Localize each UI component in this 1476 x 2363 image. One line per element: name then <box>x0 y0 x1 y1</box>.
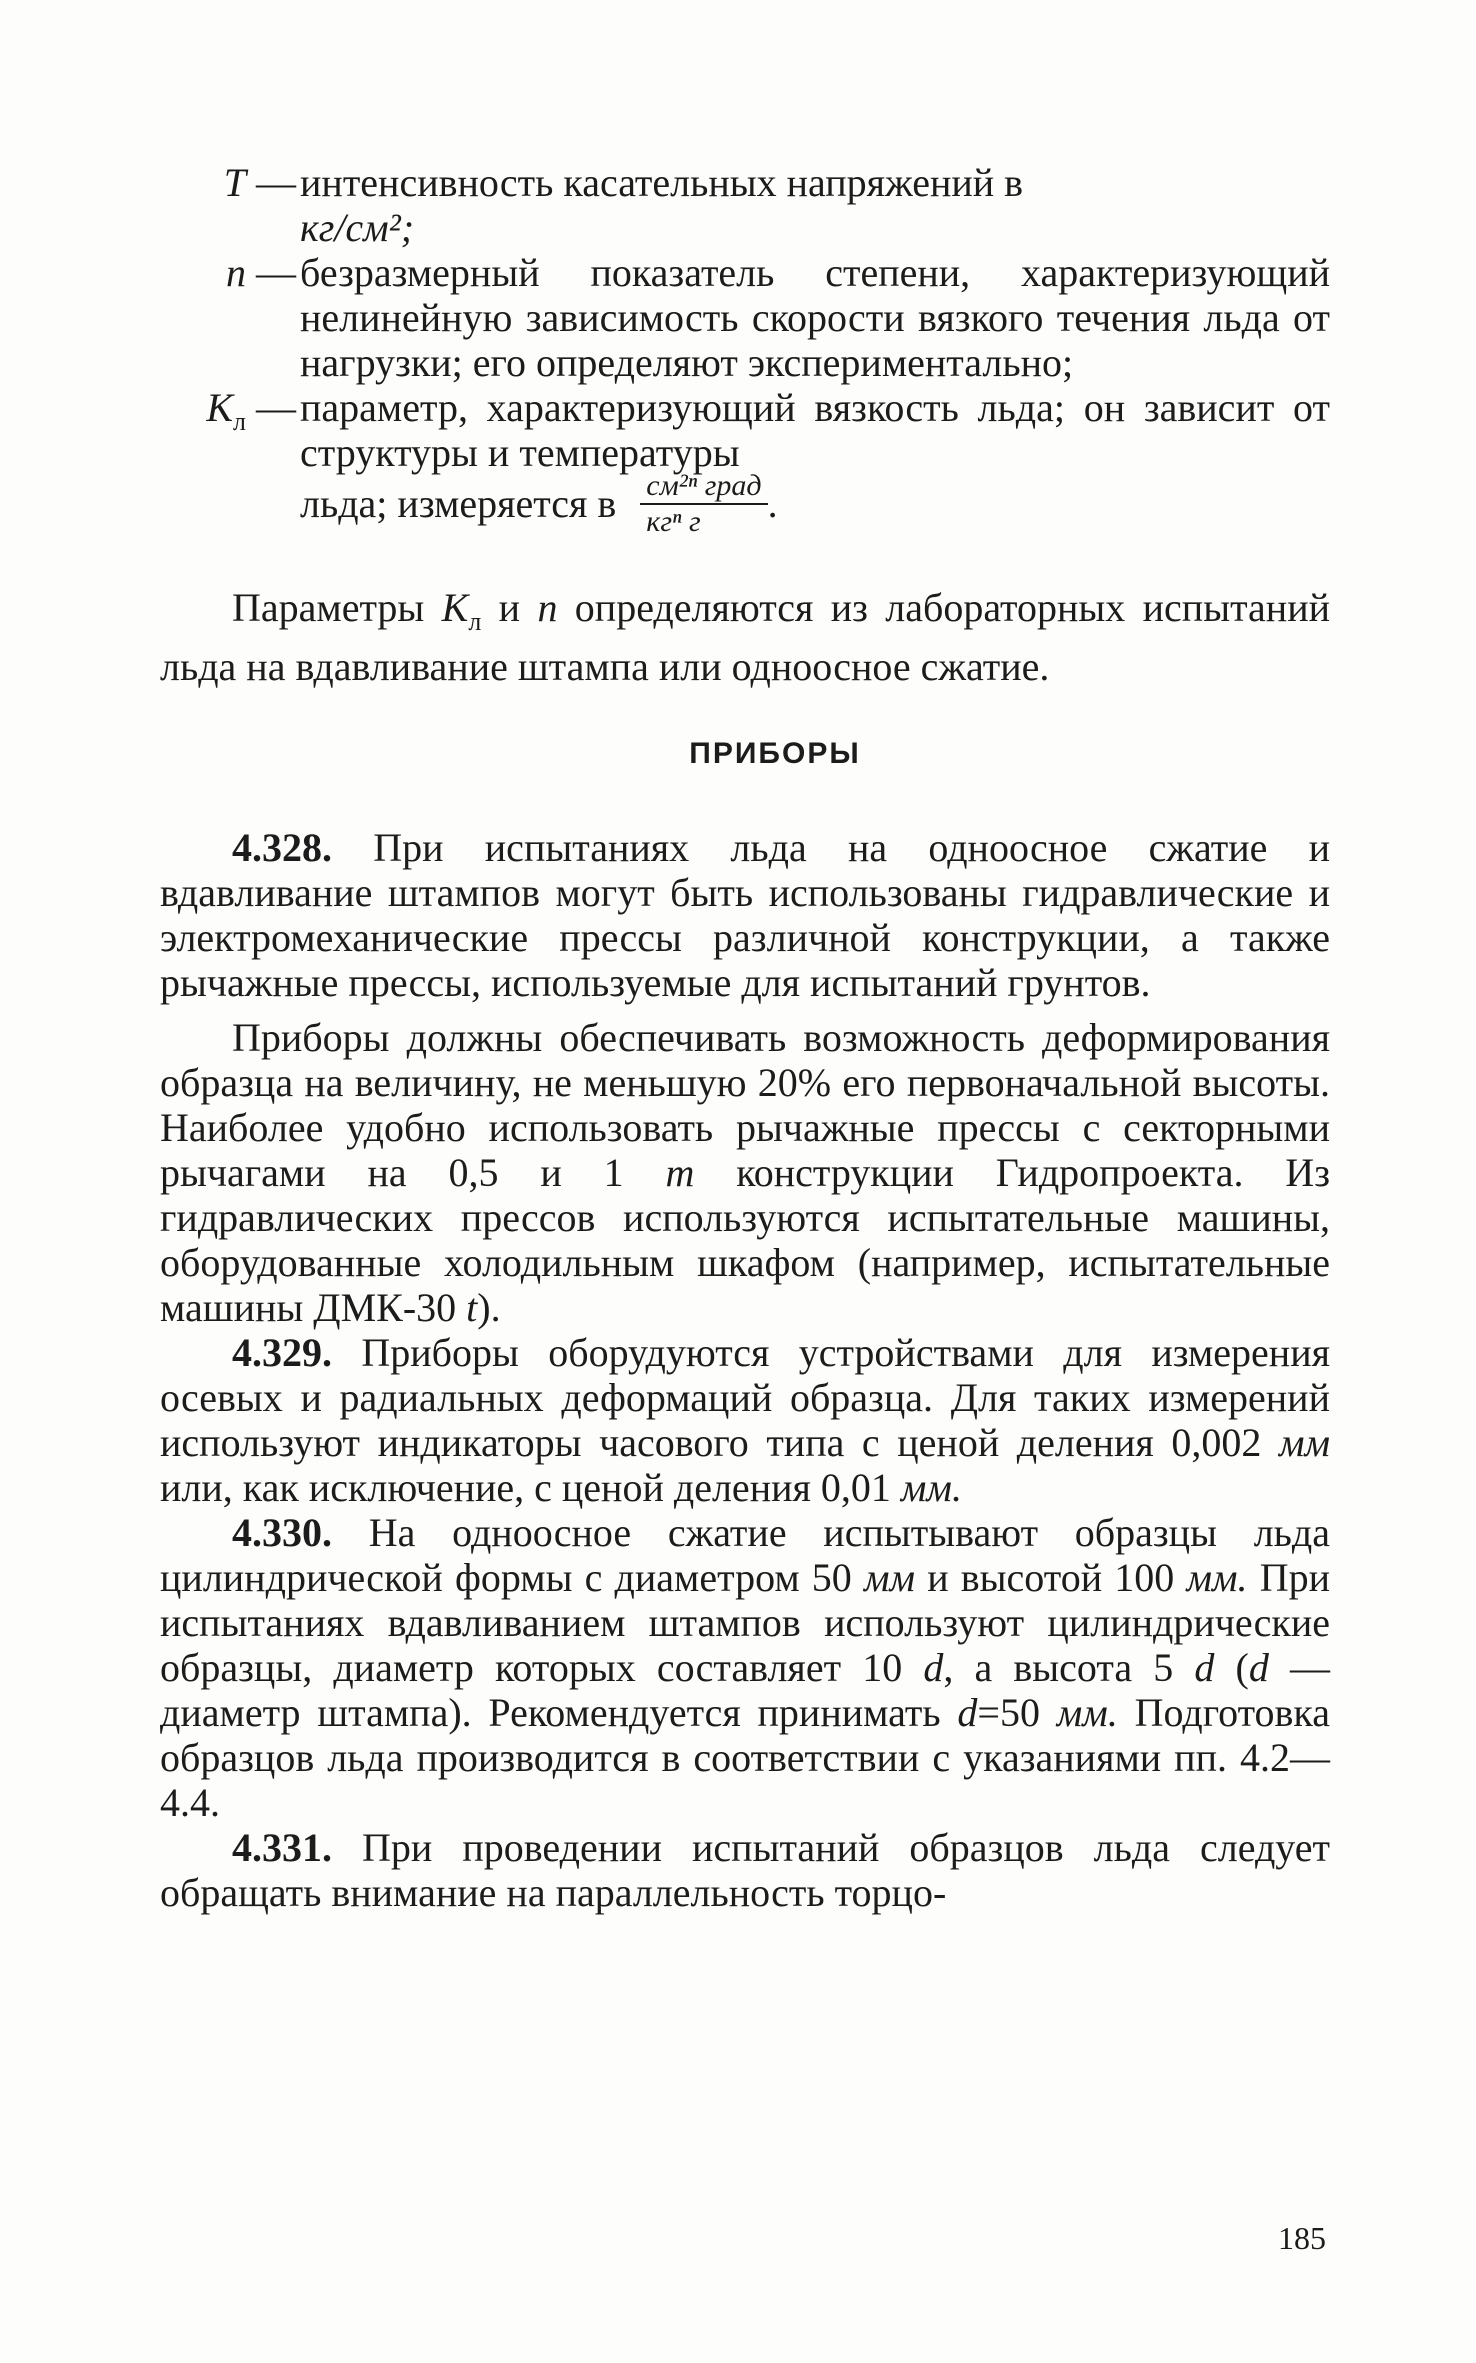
clause-number: 4.329. <box>232 1330 332 1375</box>
definition-k-text: параметр, характеризующий вязкость льда; он зависит от структуры и температуры <box>300 385 1330 475</box>
paragraph-4-328-continued: Приборы должны обеспечивать возможность деформирования образца на величину, не меньшую 20% его первоначальной высоты. Наиболее удобно использовать рычажные прессы с секторными рычагами на 0,5 и 1 т конструкции Гидропроекта. Из гидравлических прессов используются испытательные машины, оборудованные холодильным шкафом (например, испытательные машины ДМК-30 t). <box>160 1015 1330 1330</box>
symbol-k: K <box>206 385 234 430</box>
symbol-t: T <box>223 160 246 205</box>
clause-number: 4.330. <box>232 1510 332 1555</box>
paragraph-4-328: 4.328. При испытаниях льда на одноосное сжатие и вдавливание штампов могут быть использованы гидравлические и электромеханические прессы различной конструкции, а также рычажные прессы, используемые для испытаний грунтов. <box>160 825 1330 1005</box>
definition-n: n — безразмерный показатель степени, характеризующий нелинейную зависимость скорости вязкого течения льда от нагрузки; его определяют экспериментально; <box>226 250 1330 385</box>
definition-t-text: интенсивность касательных напряжений в <box>300 160 1024 205</box>
definition-t-unit: кг/см²; <box>300 205 415 250</box>
clause-number: 4.331. <box>232 1825 332 1870</box>
definitions-list <box>160 160 1330 543</box>
definition-k-unit-lead: льда; измеряется в <box>300 481 617 527</box>
definition-k: $K_л$ — параметр, характеризующий вязкость льда; он зависит от структуры и температуры льда; измеряется в $\frac{\text{см²ⁿ град}}{\text{кгⁿ г}}$ . <box>206 385 1330 538</box>
section-heading: ПРИБОРЫ <box>689 737 861 770</box>
clause-number: 4.328. <box>232 825 332 870</box>
symbol-n: n <box>226 250 246 295</box>
paragraph-4-331: 4.331. При проведении испытаний образцов льда следует обращать внимание на параллельность торцо- <box>160 1825 1330 1915</box>
page-number: 185 <box>1278 2220 1326 2256</box>
definition-t: T — интенсивность касательных напряжений в кг/см²; <box>160 160 1330 250</box>
unit-fraction <box>640 469 767 539</box>
document-page <box>160 160 1330 1915</box>
paragraph-4-329: 4.329. Приборы оборудуются устройствами для измерения осевых и радиальных деформаций образца. Для таких измерений используют индикаторы часового типа с ценой деления 0,002 мм или, как исключение, с ценой деления 0,01 мм. <box>160 1330 1330 1510</box>
paragraph-4-330: 4.330. На одноосное сжатие испытывают образцы льда цилиндрической формы с диаметром 50 мм и высотой 100 мм. При испытаниях вдавливанием штампов используют цилиндрические образцы, диаметр которых составляет 10 d, а высота 5 d (d — диаметр штампа). Рекомендуется принимать d=50 мм. Подготовка образцов льда производится в соответствии с указаниями пп. 4.2—4.4. <box>160 1510 1331 1825</box>
unit-numerator: см²ⁿ град <box>640 469 767 505</box>
unit-denominator: кгⁿ г <box>646 505 701 538</box>
intro-paragraph: Параметры $K_л$ и n определяются из лабораторных испытаний льда на вдавливание штампа или одноосное сжатие. <box>160 585 1331 689</box>
definition-n-text: безразмерный показатель степени, характеризующий нелинейную зависимость скорости вязкого течения льда от нагрузки; его определяют экспериментально; <box>300 250 1330 385</box>
